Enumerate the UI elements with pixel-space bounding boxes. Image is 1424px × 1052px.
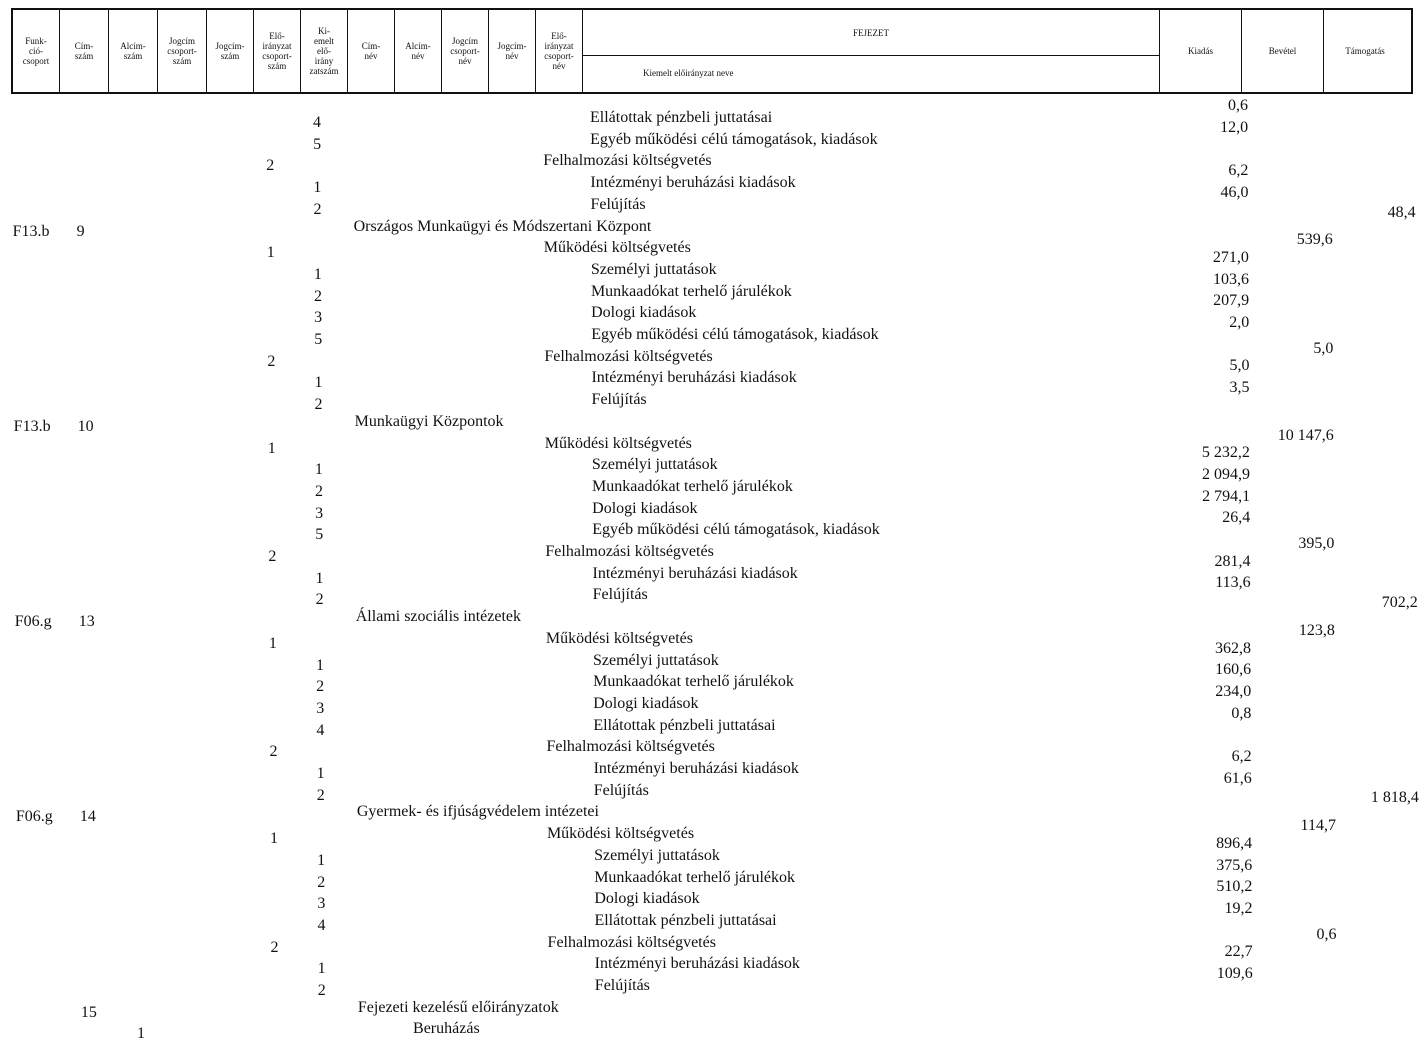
row-name: Munkaadókat terhelő járulékok — [590, 282, 792, 300]
eloiranyzat-number: 2 — [269, 743, 278, 761]
eloiranyzat-number: 1 — [266, 244, 275, 262]
kiemelt-number: 2 — [317, 873, 326, 891]
bevetel-value: 5,0 — [1313, 339, 1334, 357]
kiadas-value: 109,6 — [1216, 965, 1253, 982]
kiadas-value: 160,6 — [1215, 661, 1252, 679]
header-col-eloiranyzatcsoportszam: Elő- irányzat csoport- szám — [254, 10, 301, 92]
bevetel-value: 123,8 — [1298, 621, 1335, 639]
funkcio-code: F06.g — [15, 808, 53, 826]
kiemelt-number: 5 — [315, 526, 324, 544]
eloiranyzat-number: 2 — [270, 938, 279, 956]
eloiranyzat-number: 1 — [269, 830, 278, 848]
kiemelt-number: 2 — [316, 786, 325, 804]
header-fejezet-label: FEJEZET — [583, 10, 1159, 56]
eloiranyzat-number: 2 — [266, 157, 275, 175]
header-col-eloiranyzatcsoportnev: Elő- irányzat csoport- név — [536, 10, 583, 92]
kiemelt-number: 1 — [313, 265, 322, 283]
row-name: Ellátottak pénzbeli juttatásai — [594, 911, 777, 929]
bevetel-value: 395,0 — [1298, 535, 1335, 552]
funkcio-code: F13.b — [13, 417, 51, 435]
kiadas-value: 103,6 — [1212, 270, 1249, 288]
kiadas-value: 0,8 — [1231, 704, 1252, 722]
row-name: Munkaadókat terhelő járulékok — [592, 477, 793, 495]
kiadas-value: 510,2 — [1216, 878, 1253, 896]
cim-number: 14 — [79, 808, 96, 826]
kiadas-value: 234,0 — [1215, 682, 1252, 700]
kiadas-value: 207,9 — [1213, 292, 1250, 310]
kiemelt-number: 1 — [314, 374, 323, 392]
kiadas-value: 896,4 — [1216, 834, 1253, 852]
header-col-cimszam: Cím- szám — [60, 10, 109, 92]
kiemelt-number: 2 — [315, 591, 324, 609]
cim-number: 13 — [78, 613, 95, 631]
row-name: Dologi kiadások — [593, 694, 699, 712]
kiemelt-number: 2 — [313, 200, 322, 218]
kiemelt-number: 1 — [315, 569, 324, 587]
funkcio-code: F06.g — [14, 613, 52, 631]
tamogatas-value: 702,2 — [1381, 594, 1418, 612]
alcim-number: 1 — [137, 1025, 146, 1043]
row-name: Munkaadókat terhelő járulékok — [593, 673, 794, 691]
row-name: Intézményi beruházási kiadások — [590, 174, 796, 192]
row-name: Egyéb működési célú támogatások, kiadások — [591, 326, 879, 343]
row-name: Felújítás — [594, 977, 650, 994]
kiadas-value: 5,0 — [1229, 357, 1250, 375]
kiadas-value: 375,6 — [1216, 856, 1253, 874]
kiemelt-number: 3 — [314, 309, 323, 327]
kiemelt-number: 4 — [316, 721, 325, 739]
header-col-fejezet — [583, 10, 1160, 92]
kiemelt-number: 1 — [314, 461, 323, 479]
row-name: Felhalmozási költségvetés — [545, 543, 714, 560]
row-name: Munkaadókat terhelő járulékok — [594, 868, 796, 886]
cim-number: 15 — [80, 1003, 97, 1021]
kiemelt-number: 1 — [317, 851, 326, 869]
header-col-alcimnev: Alcím- név — [395, 10, 442, 92]
eloiranyzat-number: 1 — [267, 439, 276, 457]
kiemelt-number: 3 — [317, 895, 326, 913]
kiadas-value: 2,0 — [1229, 314, 1250, 331]
row-name: Egyéb működési célú támogatások, kiadások — [590, 130, 878, 148]
row-name: Egyéb működési célú támogatások, kiadások — [592, 521, 880, 539]
tamogatas-value: 1 818,4 — [1370, 789, 1419, 807]
header-col-jogcimcsoportszam: Jogcím csoport- szám — [158, 10, 207, 92]
header-col-tamogatas: Támogatás — [1345, 46, 1385, 56]
row-name: Dologi kiadások — [591, 304, 697, 322]
bevetel-value: 10 147,6 — [1277, 426, 1334, 444]
row-name: Ellátottak pénzbeli juttatásai — [590, 109, 773, 126]
header-col-jogcimszam: Jogcím- szám — [207, 10, 254, 92]
kiadas-value: 26,4 — [1222, 509, 1251, 527]
kiemelt-number: 2 — [313, 287, 322, 305]
table-header — [11, 8, 1413, 94]
kiadas-value: 19,2 — [1224, 899, 1253, 917]
kiemelt-number: 3 — [315, 504, 324, 522]
row-name: Felújítás — [591, 391, 647, 409]
kiadas-value: 6,2 — [1228, 162, 1249, 180]
kiadas-value: 3,5 — [1229, 379, 1250, 397]
row-name: Beruházás — [413, 1020, 480, 1038]
kiadas-value: 46,0 — [1220, 183, 1249, 201]
header-col-jogcimnev: Jogcím- név — [489, 10, 536, 92]
row-name: Dologi kiadások — [594, 890, 700, 908]
cim-number: 10 — [77, 417, 94, 435]
eloiranyzat-number: 1 — [268, 634, 277, 652]
kiemelt-number: 1 — [317, 960, 326, 978]
row-name: Gyermek- és ifjúságvédelem intézetei — [356, 803, 599, 821]
row-name: Intézményi beruházási kiadások — [592, 564, 798, 582]
row-name: Felhalmozási költségvetés — [544, 347, 713, 365]
kiemelt-number: 1 — [316, 656, 324, 674]
row-name: Személyi juttatások — [594, 846, 720, 864]
row-name: Felújítás — [592, 586, 648, 604]
funkcio-code: F13.b — [12, 222, 50, 240]
row-name: Működési költségvetés — [544, 434, 692, 452]
kiadas-value: 281,4 — [1214, 552, 1251, 570]
kiadas-value: 22,7 — [1224, 943, 1253, 961]
header-col-alcimszam: Alcím- szám — [109, 10, 158, 92]
kiadas-value: 6,2 — [1231, 748, 1252, 765]
row-name: Személyi juttatások — [593, 651, 719, 669]
kiadas-value: 0,6 — [1228, 97, 1248, 114]
row-name: Felhalmozási költségvetés — [546, 738, 715, 756]
tamogatas-value: 48,4 — [1387, 203, 1416, 221]
row-name: Személyi juttatások — [591, 456, 718, 474]
row-name: Intézményi beruházási kiadások — [593, 760, 799, 777]
header-col-kiadas: Kiadás — [1160, 10, 1242, 92]
kiemelt-number: 5 — [314, 331, 323, 348]
kiemelt-number: 2 — [317, 982, 326, 999]
row-name: Felhalmozási költségvetés — [543, 152, 712, 170]
kiadas-value: 61,6 — [1223, 769, 1252, 787]
row-name: Ellátottak pénzbeli juttatásai — [593, 716, 776, 734]
kiadas-value: 5 232,2 — [1201, 444, 1250, 462]
bevetel-value: 539,6 — [1296, 231, 1333, 249]
row-name: Állami szociális intézetek — [355, 608, 522, 626]
header-col-cimnev: Cím- név — [348, 10, 395, 92]
row-name: Működési költségvetés — [545, 629, 693, 647]
header-col-bevetel: Bevétel — [1242, 10, 1324, 92]
row-name: Intézményi beruházási kiadások — [591, 369, 797, 387]
bevetel-value: 114,7 — [1300, 817, 1336, 835]
row-name: Működési költségvetés — [543, 239, 691, 257]
kiemelt-number: 1 — [316, 765, 325, 782]
kiemelt-number: 2 — [314, 396, 323, 414]
kiemelt-number: 2 — [315, 482, 324, 500]
header-col-jogcimcsoportnev: Jogcím csoport- név — [442, 10, 489, 92]
eloiranyzat-number: 2 — [267, 352, 276, 370]
row-name: Felhalmozási költségvetés — [547, 933, 716, 951]
kiadas-value: 12,0 — [1220, 118, 1249, 136]
row-name: Munkaügyi Központok — [354, 412, 504, 430]
kiemelt-number: 5 — [313, 135, 322, 153]
header-col-kiemelteloiranyzatszam: Ki- emelt elő- irány zatszám — [301, 10, 348, 92]
kiadas-value: 2 794,1 — [1202, 487, 1251, 505]
eloiranyzat-number: 2 — [268, 548, 277, 565]
row-name: Felújítás — [590, 195, 646, 213]
kiadas-value: 113,6 — [1215, 574, 1251, 592]
kiadas-value: 2 094,9 — [1202, 465, 1251, 483]
bevetel-value: 0,6 — [1316, 925, 1337, 943]
kiemelt-number: 4 — [317, 916, 326, 934]
row-name: Országos Munkaügyi és Módszertani Központ — [353, 217, 652, 235]
kiemelt-number: 2 — [316, 678, 325, 696]
row-name: Felújítás — [593, 781, 649, 799]
row-name: Fejezeti kezelésű előirányzatok — [357, 998, 559, 1016]
kiemelt-number: 4 — [313, 114, 321, 131]
kiadas-value: 362,8 — [1215, 639, 1251, 657]
row-name: Működési költségvetés — [546, 825, 695, 843]
cim-number: 9 — [76, 222, 85, 240]
row-name: Dologi kiadások — [592, 499, 698, 517]
row-name: Személyi juttatások — [590, 260, 717, 278]
kiemelt-number: 1 — [313, 179, 322, 197]
kiadas-value: 271,0 — [1212, 248, 1249, 266]
header-col-funkcio: Funk- ció- csoport — [13, 10, 60, 92]
kiemelt-number: 3 — [316, 699, 325, 717]
header-fejezet-sublabel: Kiemelt előirányzat neve — [643, 68, 734, 78]
row-name: Intézményi beruházási kiadások — [594, 955, 800, 973]
